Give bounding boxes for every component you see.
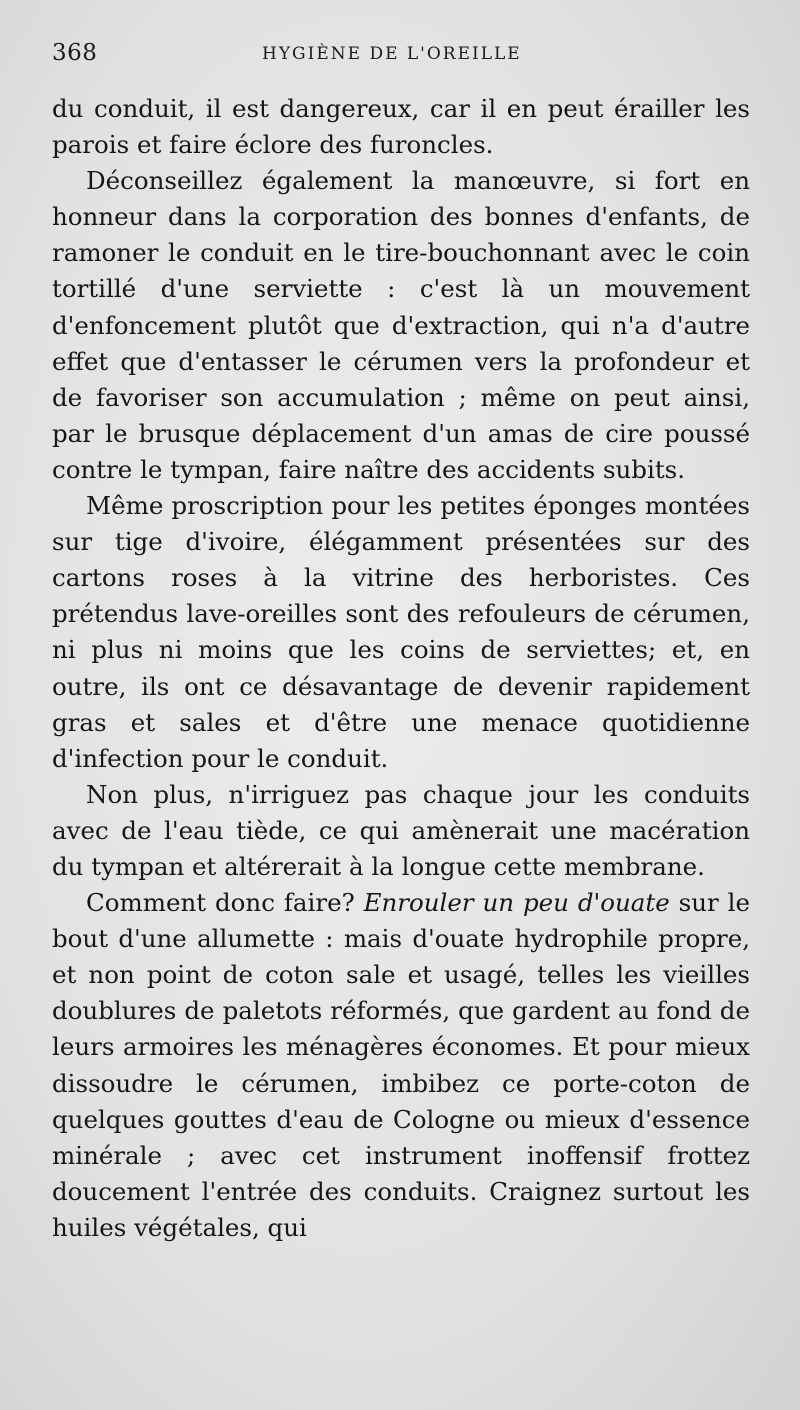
italic-emphasis: Enrouler un peu d'ouate [363,888,670,918]
ouate-body: sur le bout d'une allumette : mais d'ouate hydrophile propre, et non point de coton sale et usagé, telles les vieilles doublures de paletots réformés, que gardent au fond de leurs armoires les ménagères économes. Et pour mieux dissoudre le cérumen, imbibez ce porte-coton de quelques gouttes d'eau de Cologne ou mieux d'essence minérale ; avec cet instrument inoffensif frottez doucement l'entrée des conduits. Craignez surtout les huiles végétales, qui [52,888,750,1242]
page-header [52,40,748,74]
paragraph-continuation: du conduit, il est dangereux, car il en peut érailler les parois et faire éclore des furoncles. [52,94,750,160]
ouate-intro: Comment donc faire? [86,888,364,918]
paragraph-ouate [52,885,750,1246]
paragraph-irrigation: Non plus, n'irriguez pas chaque jour les conduits avec de l'eau tiède, ce qui amènerait une macération du tympan et altérerait à la longue cette membrane. [52,779,750,881]
running-title: HYGIÈNE DE L'OREILLE [262,44,522,64]
paragraph-ramoner: Déconseillez également la manœuvre, si fort en honneur dans la corporation des bonnes d'enfants, de ramoner le conduit en le tire-bouchonnant avec le coin tortillé d'une serviette : c'est là un mouvement d'enfoncement plutôt que d'extraction, qui n'a d'autre effet que d'entasser le cérumen vers la profondeur et de favoriser son accumulation ; même on peut ainsi, par le brusque déplacement d'un amas de cire poussé contre le tympan, faire naître des accidents subits. [52,166,750,484]
body-text [52,91,750,1246]
page-number: 368 [52,40,98,66]
paragraph-eponges: Même proscription pour les petites éponges montées sur tige d'ivoire, élégamment présentées sur des cartons roses à la vitrine des herboristes. Ces prétendus lave-oreilles sont des refouleurs de cérumen, ni plus ni moins que les coins de serviettes; et, en outre, ils ont ce désavantage de devenir rapidement gras et sales et d'être une menace quotidienne d'infection pour le conduit. [52,491,750,773]
